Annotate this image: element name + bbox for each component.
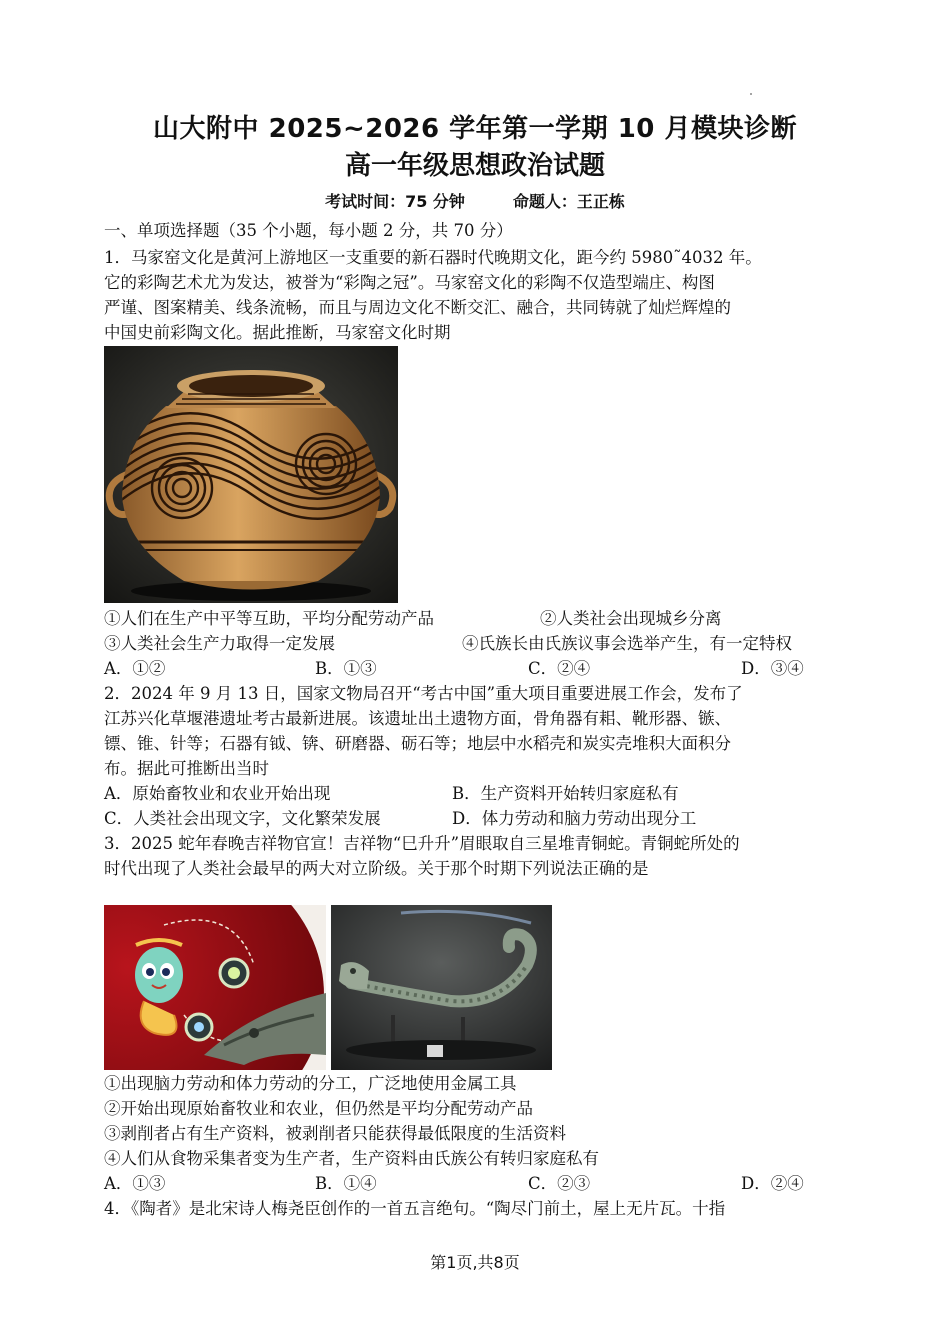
q4-text-line: 4．《陶者》是北宋诗人梅尧臣创作的一首五言绝句。“陶尽门前土，屋上无片瓦。十指 <box>104 1199 726 1218</box>
q3-text-line: 3．2025 蛇年春晚吉祥物官宣！吉祥物“巳升升”眉眼取自三星堆青铜蛇。青铜蛇所处的 <box>104 834 740 853</box>
q1-option-b: B．①③ <box>315 659 377 678</box>
q2-text-line: 江苏兴化草堰港遗址考古最新进展。该遗址出土遗物方面，骨角器有耜、靴形器、镞、 <box>104 709 731 728</box>
q2-option-b: B．生产资料开始转归家庭私有 <box>452 784 679 803</box>
q3-option-d: D．②④ <box>741 1174 804 1193</box>
page-footer: 第1页,共8页 <box>430 1253 520 1272</box>
scan-speck <box>750 93 752 95</box>
q1-statement: ②人类社会出现城乡分离 <box>540 609 722 628</box>
q3-statement: ③剥削者占有生产资料，被剥削者只能获得最低限度的生活资料 <box>104 1124 566 1143</box>
q3-option-c: C．②③ <box>528 1174 591 1193</box>
exam-title-line1: 山大附中 2025~2026 学年第一学期 10 月模块诊断 <box>153 114 797 144</box>
q2-option-a: A．原始畜牧业和农业开始出现 <box>104 784 331 803</box>
q1-statement: ④氏族长由氏族议事会选举产生，有一定特权 <box>462 634 792 653</box>
bronze-snake-image <box>331 905 552 1070</box>
q2-text-line: 2．2024 年 9 月 13 日，国家文物局召开“考古中国”重大项目重要进展工作会，发布了 <box>104 684 743 703</box>
q1-text-line: 1．马家窑文化是黄河上游地区一支重要的新石器时代晚期文化，距今约 5980˜4032 年。 <box>104 248 762 267</box>
q3-statement: ①出现脑力劳动和体力劳动的分工，广泛地使用金属工具 <box>104 1074 517 1093</box>
q2-option-c: C．人类社会出现文字，文化繁荣发展 <box>104 809 381 828</box>
q1-option-a: A．①② <box>104 659 166 678</box>
q3-option-b: B．①④ <box>315 1174 377 1193</box>
q2-option-d: D．体力劳动和脑力劳动出现分工 <box>452 809 697 828</box>
q1-text-line: 中国史前彩陶文化。据此推断，马家窑文化时期 <box>104 323 451 342</box>
exam-time: 考试时间：75 分钟 <box>325 192 465 211</box>
exam-author: 命题人：王正栋 <box>512 192 625 211</box>
q1-text-line: 它的彩陶艺术尤为发达，被誉为“彩陶之冠”。马家窑文化的彩陶不仅造型端庄、构图 <box>104 273 715 292</box>
q3-option-a: A．①③ <box>104 1174 166 1193</box>
q3-statement: ④人们从食物采集者变为生产者，生产资料由氏族公有转归家庭私有 <box>104 1149 599 1168</box>
exam-meta <box>0 189 950 212</box>
q1-statement: ③人类社会生产力取得一定发展 <box>104 634 335 653</box>
q3-text-line: 时代出现了人类社会最早的两大对立阶级。关于那个时期下列说法正确的是 <box>104 859 649 878</box>
q2-text-line: 镖、锥、针等；石器有钺、锛、研磨器、砺石等；地层中水稻壳和炭实壳堆积大面积分 <box>104 734 731 753</box>
mascot-snake-image <box>104 905 326 1070</box>
q2-text-line: 布。据此可推断出当时 <box>104 759 269 778</box>
q3-statement: ②开始出现原始畜牧业和农业，但仍然是平均分配劳动产品 <box>104 1099 533 1118</box>
q1-text-line: 严谨、图案精美、线条流畅，而且与周边文化不断交汇、融合，共同铸就了灿烂辉煌的 <box>104 298 731 317</box>
q1-option-c: C．②④ <box>528 659 591 678</box>
q1-option-d: D．③④ <box>741 659 804 678</box>
section-heading: 一、单项选择题（35 个小题，每小题 2 分，共 70 分） <box>104 221 513 240</box>
majiayao-pottery-image <box>104 346 398 603</box>
exam-title-line2: 高一年级思想政治试题 <box>344 151 605 181</box>
q1-statement: ①人们在生产中平等互助，平均分配劳动产品 <box>104 609 434 628</box>
